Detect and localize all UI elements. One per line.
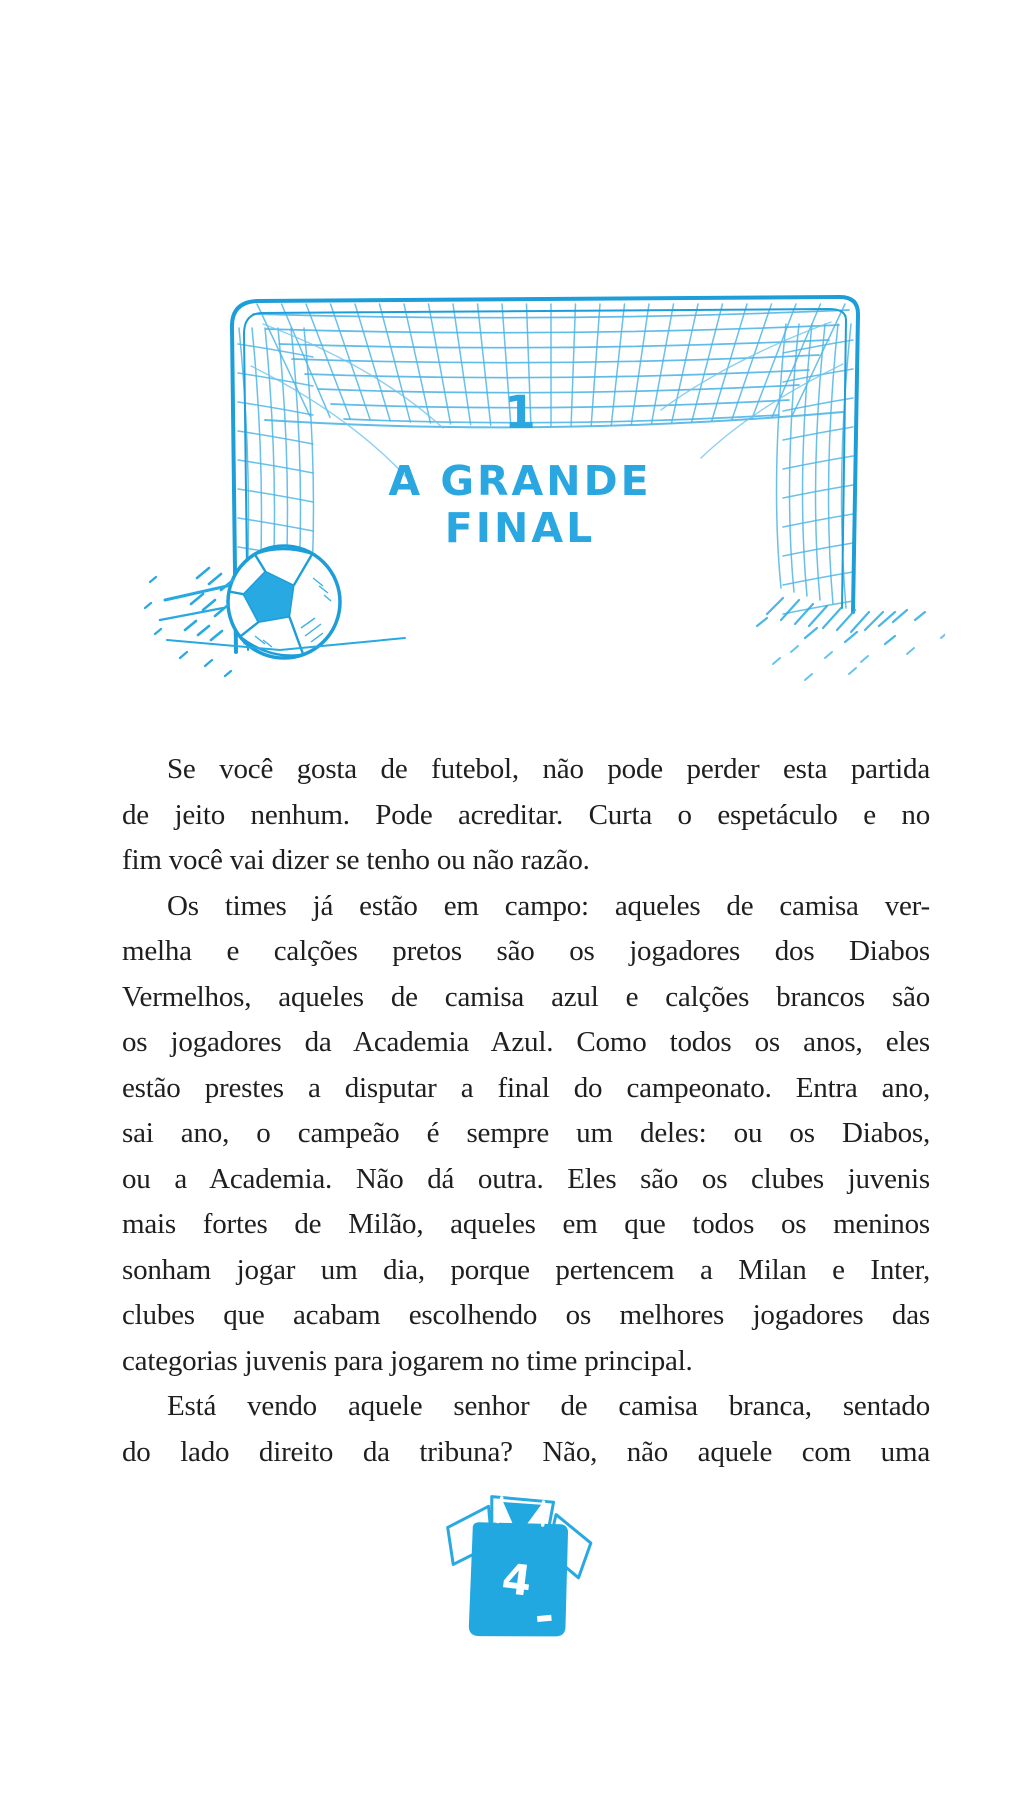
body-text-line: do lado direito da tribuna? Não, não aquele com uma [122,1435,930,1468]
body-text-line: Se você gosta de futebol, não pode perder esta partida [167,753,930,785]
chapter-number: 1 [504,386,536,439]
chapter-title-line2: FINAL [444,504,596,552]
page-number: 4 [499,1553,535,1606]
body-text [122,747,930,1475]
body-text-line: melha e calções pretos são os jogadores dos Diabos [122,935,930,967]
body-text-line: estão prestes a disputar a final do campeonato. Entra ano, [122,1071,930,1104]
body-text-line: Os times já estão em campo: aqueles de camisa ver- [167,889,930,922]
chapter-title-line1: A GRANDE [388,457,652,505]
page-number-marker [433,1488,597,1646]
soccer-ball-icon [228,546,340,658]
jersey-icon [433,1488,597,1646]
body-text-line: clubes que acabam escolhendo os melhores jogadores das [122,1299,930,1331]
body-text-line: fim você vai dizer se tenho ou não razão. [122,844,590,876]
body-text-line: Está vendo aquele senhor de camisa branca, sentado [167,1390,930,1422]
body-text-line: mais fortes de Milão, aqueles em que todos os meninos [122,1208,930,1240]
body-text-line: os jogadores da Academia Azul. Como todos os anos, eles [122,1026,930,1058]
body-text-line: sonham jogar um dia, porque pertencem a Milan e Inter, [122,1253,930,1286]
body-text-line: ou a Academia. Não dá outra. Eles são os clubes juvenis [122,1162,930,1195]
body-text-line: sai ano, o campeão é sempre um deles: ou os Diabos, [122,1117,930,1149]
body-text-line: de jeito nenhum. Pode acreditar. Curta o espetáculo e no [122,798,930,831]
body-text-line: categorias juvenis para jogarem no time principal. [122,1344,693,1377]
body-text-line: Vermelhos, aqueles de camisa azul e calções brancos são [122,980,930,1013]
